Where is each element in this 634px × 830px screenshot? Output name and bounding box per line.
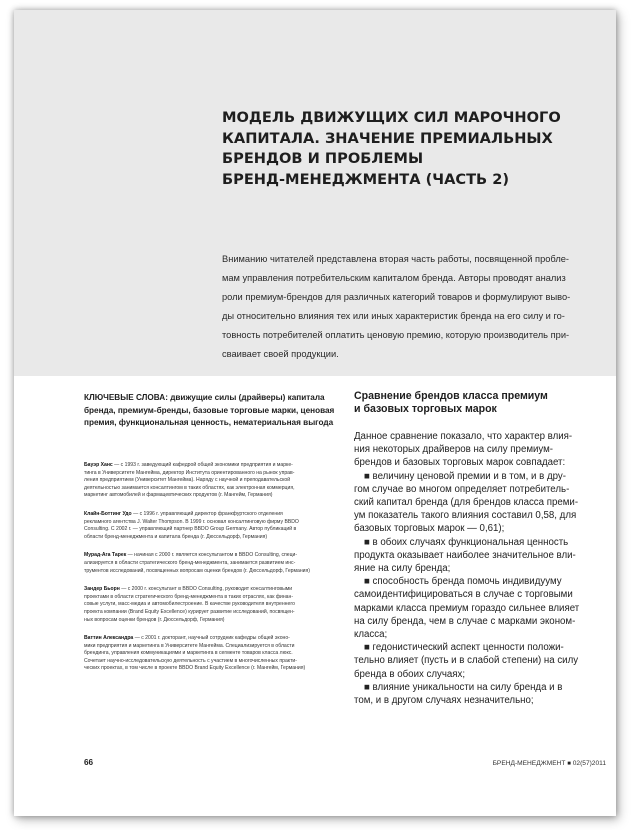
- author-bio: [84, 462, 346, 500]
- author-bio-line: трументов исследований, посвященных вопросам оценки брендов (г. Дюссельдорф, Германия): [84, 567, 310, 574]
- abstract-line: роли премиум-брендов для различных категорий товаров и формулируют выво-: [222, 292, 571, 302]
- author-bio: [84, 635, 346, 673]
- body-line: Данное сравнение показало, что характер влия-: [354, 431, 573, 442]
- author-bio-line: маркетинг автомобилей и фармацевтических продуктов (г. Мангейм, Германия): [84, 492, 273, 499]
- body-line: яние на силу бренда;: [354, 563, 451, 575]
- body-line: гом случае во многом определяет потребитель-: [354, 483, 570, 495]
- author-bio-line: проектами в области стратегического бренд-менеджмента в таких отраслях, как финан-: [84, 593, 294, 600]
- body-line: тельно влияет (пусть и в слабой степени) на силу: [354, 655, 579, 667]
- author-bio-line: деятельностью занимается консалтингом в таких областях, как электронная коммерция,: [84, 484, 295, 491]
- body-line: класса;: [354, 629, 388, 641]
- author-bio: [84, 586, 346, 624]
- author-bio-line: ализируется в области стратегического бренд-менеджмента, занимается развитием инс-: [84, 559, 296, 566]
- body-line: самоидентифицироваться в случае с торговыми: [354, 589, 573, 601]
- author-bio-line: Consulting. С 2002 г. — управляющий партнер BBDO Group Germany. Автор публикаций в: [84, 526, 297, 533]
- body-line: ния некоторых драйверов на силу премиум-: [354, 444, 554, 456]
- author-bio-line: — с 1996 г. управляющий директор франкфуртского отделения: [131, 510, 283, 517]
- authors-list: [84, 462, 346, 684]
- body-line: том, и в другом случаях незначительно;: [354, 695, 534, 707]
- author-bio-line: рекламного агентства J. Walter Thompson. В 1999 г. основал консалтинговую фирму BBDO: [84, 518, 299, 525]
- abstract-line: мам управления потребительским капиталом бренда. Авторы проводят анализ: [222, 273, 566, 283]
- author-bio-line: Сочетает научно-исследовательскую деятельность с участием в многочисленных практи-: [84, 657, 297, 664]
- section-heading-line: Сравнение брендов класса премиум: [354, 390, 548, 402]
- journal-name: БРЕНД-МЕНЕДЖМЕНТ: [492, 760, 566, 767]
- body-line: ■ способность бренда помочь индивидууму: [364, 576, 562, 588]
- keywords-line: КЛЮЧЕВЫЕ СЛОВА: движущие силы (драйверы) капитала: [84, 393, 325, 402]
- keywords-block: [84, 392, 344, 430]
- body-line: ■ величину ценовой премии и в том, и в дру-: [364, 470, 566, 482]
- section-body: [354, 430, 616, 707]
- body-line: марками класса премиум гораздо сильнее влияет: [354, 602, 580, 614]
- author-bio: [84, 552, 346, 575]
- page-number: 66: [84, 758, 94, 767]
- author-name: Бауэр Ханс: [84, 462, 113, 468]
- author-bio-line: мики предприятия и маркетинга в Университете Мангейма. Специализируется в области: [84, 642, 295, 649]
- abstract-line: сваивает своей продукции.: [222, 349, 339, 359]
- keywords-line: премия, функциональная ценность, нематериальная выгода: [84, 418, 334, 427]
- body-line: ум показатель такого влияния составил 0,58, для: [354, 510, 577, 522]
- author-name: Клайн-Боттинг Удо: [84, 510, 132, 517]
- body-line: базовых торговых марок — 0,61);: [354, 523, 505, 535]
- body-line: ■ гедонистический аспект ценности положи-: [364, 642, 564, 654]
- author-name: Ваттин Александра: [84, 635, 134, 642]
- abstract-line: Вниманию читателей представлена вторая часть работы, посвященной пробле-: [222, 254, 570, 264]
- author-bio-line: ческих проектах, в том числе в проекте BBDO Brand Equity Excellence (г. Мангейм, Германия): [84, 665, 306, 672]
- body-line: брендов и базовых торговых марок совпадает:: [354, 457, 566, 469]
- author-bio-line: — с 2001 г. докторант, научный сотрудник кафедры общей эконо-: [133, 635, 290, 642]
- body-line: на силу бренда, чем в случае с марками эконом-: [354, 615, 576, 627]
- abstract-line: ды относительно влияния тех или иных характеристик бренда на его силу и го-: [222, 311, 565, 321]
- author-bio-line: — с 1993 г. заведующий кафедрой общей экономики предприятия и марке-: [112, 462, 293, 468]
- author-name: Зандер Бьорн: [84, 586, 120, 593]
- square-bullet-icon: ■: [567, 761, 571, 767]
- journal-issue: 02(57)2011: [572, 760, 606, 767]
- author-bio-line: ных вопросам оценки брендов (г. Дюссельдорф, Германия): [84, 616, 225, 623]
- author-bio-line: области бренд-менеджмента и капитала бренда (г. Дюссельдорф, Германия): [84, 533, 268, 540]
- body-line: продукта оказывает наиболее значительное вли-: [354, 549, 576, 561]
- journal-page: [14, 10, 616, 816]
- author-bio-line: проекта компании (Brand Equity Excellence) курирует развитие исследований, посвящен-: [84, 608, 295, 615]
- title-line: МОДЕЛЬ ДВИЖУЩИХ СИЛ МАРОЧНОГО: [222, 109, 561, 126]
- author-bio-line: — с 2000 г. консультант в BBDO Consulting, руководит консалтинговыми: [119, 586, 293, 593]
- body-line: ■ влияние уникальности на силу бренда и в: [364, 681, 563, 693]
- article-title: [222, 108, 582, 190]
- body-line: ■ в обоих случаях функциональная ценность: [364, 536, 569, 548]
- section-heading: [354, 390, 604, 416]
- article-abstract: [222, 250, 602, 364]
- title-line: КАПИТАЛА. ЗНАЧЕНИЕ ПРЕМИАЛЬНЫХ: [222, 129, 553, 147]
- keywords-line: бренда, премиум-бренды, базовые торговые марки, ценовая: [84, 405, 335, 415]
- author-bio-line: ления предприятием (Университет Мангейма). Наряду с научной и преподавательской: [84, 477, 291, 484]
- author-bio-line: брендинга, управления коммуникациями и маркетинга в сегменте товаров класса люкс.: [84, 650, 293, 657]
- author-bio-line: тинга в Университете Мангейма, директор Института ориентированного на рынок управ-: [84, 469, 295, 476]
- author-bio: [84, 511, 346, 541]
- author-name: Мурад-Ага Тарек: [84, 552, 127, 559]
- body-line: ский капитал бренда (для брендов класса преми-: [354, 497, 579, 509]
- title-line: БРЕНД-МЕНЕДЖМЕНТА (ЧАСТЬ 2): [222, 170, 510, 188]
- title-line: БРЕНДОВ И ПРОБЛЕМЫ: [222, 150, 424, 167]
- section-heading-line: и базовых торговых марок: [354, 403, 497, 415]
- abstract-line: товность потребителей оплатить ценовую премию, которую производитель при-: [222, 330, 570, 340]
- author-bio-line: совые услуги, масс-медиа и автомобилестроение. В качестве руководителя внутреннего: [84, 601, 295, 608]
- author-bio-line: — начиная с 2000 г. является консультантом в BBDO Consulting, специ-: [126, 552, 298, 559]
- body-line: бренда в обоих случаях;: [354, 668, 466, 680]
- journal-footer: [493, 760, 606, 767]
